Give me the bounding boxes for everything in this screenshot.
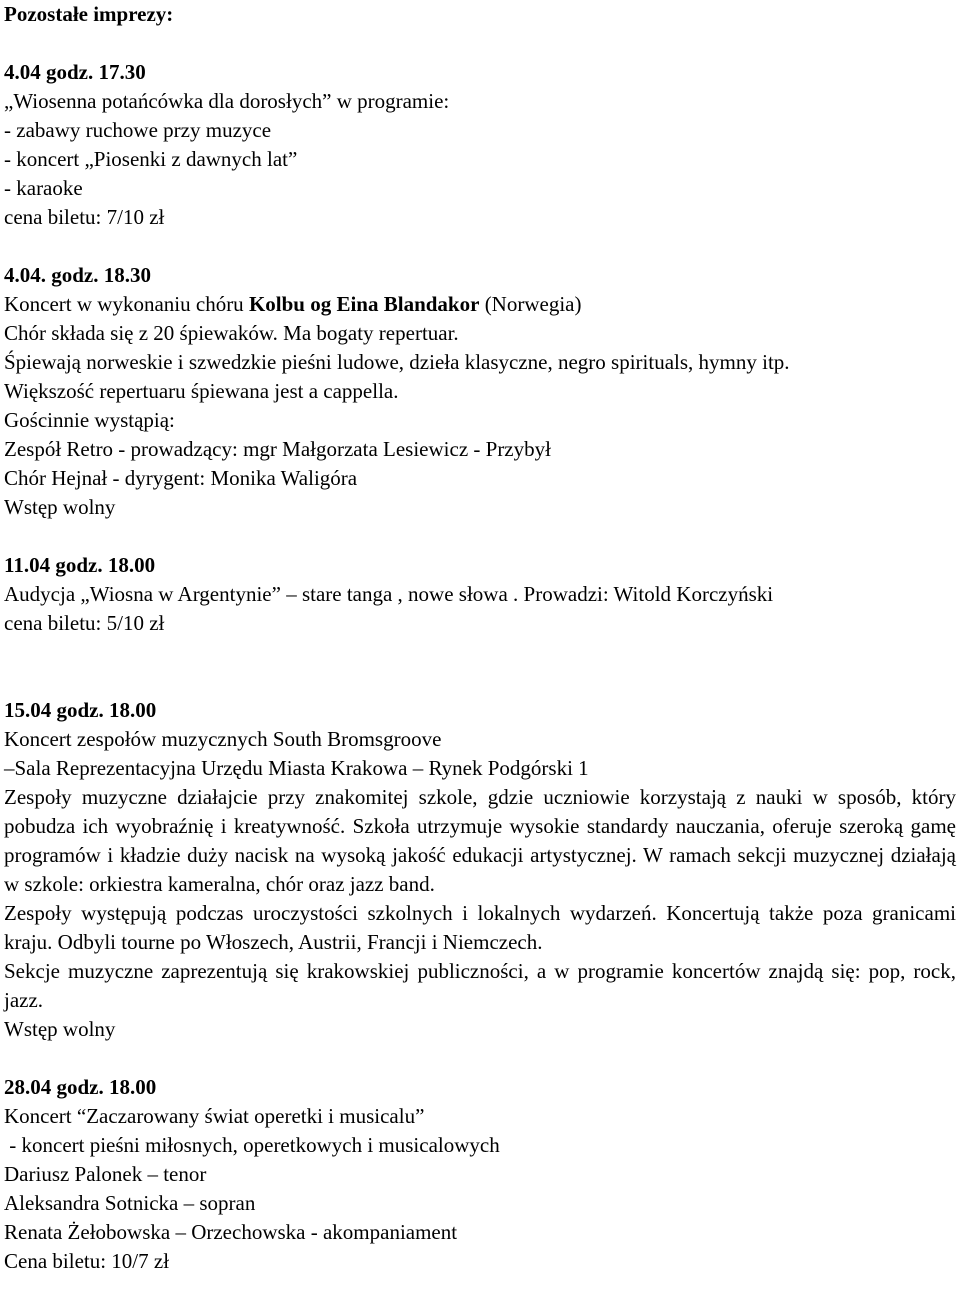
- description-line: Większość repertuaru śpiewana jest a cappella.: [4, 379, 399, 403]
- program-item: - karaoke: [4, 176, 83, 200]
- program-item: - koncert pieśni miłosnych, operetkowych i musicalowych: [4, 1133, 500, 1157]
- description-paragraph: Sekcje muzyczne zaprezentują się krakowskiej publiczności, a w programie koncertów znajdą się: pop, rock, jazz.: [4, 959, 956, 1012]
- performer-line: Aleksandra Sotnicka – sopran: [4, 1191, 256, 1215]
- event-title: Koncert w wykonaniu chóru Kolbu og Eina Blandakor (Norwegia): [4, 292, 582, 316]
- entry-info: Wstęp wolny: [4, 495, 116, 519]
- event-venue: –Sala Reprezentacyjna Urzędu Miasta Krakowa – Rynek Podgórski 1: [4, 756, 589, 780]
- document-page: [4, 0, 956, 1276]
- event-date: 4.04. godz. 18.30: [4, 263, 151, 287]
- event-5: [4, 1073, 956, 1276]
- entry-info: Wstęp wolny: [4, 1017, 116, 1041]
- performer-line: Dariusz Palonek – tenor: [4, 1162, 207, 1186]
- ticket-price: Cena biletu: 10/7 zł: [4, 1249, 170, 1273]
- event-title: „Wiosenna potańcówka dla dorosłych” w programie:: [4, 89, 450, 113]
- event-title: Koncert “Zaczarowany świat operetki i musicalu”: [4, 1104, 425, 1128]
- description-paragraph: Zespoły muzyczne działajcie przy znakomitej szkole, gdzie uczniowie korzystają z nauki w sposób, który pobudza ich wyobraźnię i kreatywność. Szkoła utrzymuje wysokie standardy nauczania, oferuje szeroką gamę programów i kładzie duży nacisk na wysoką jakość edukacji artystycznej. W ramach sekcji muzycznej działają w szkole: orkiestra kameralna, chór oraz jazz band.: [4, 785, 956, 896]
- guest-line: Chór Hejnał - dyrygent: Monika Waligóra: [4, 466, 358, 490]
- performer-line: Renata Żełobowska – Orzechowska - akompaniament: [4, 1220, 458, 1244]
- choir-name: Kolbu og Eina Blandakor: [248, 292, 480, 316]
- event-4: [4, 696, 956, 1044]
- description-line: Chór składa się z 20 śpiewaków. Ma bogaty repertuar.: [4, 321, 459, 345]
- program-item: - koncert „Piosenki z dawnych lat”: [4, 147, 298, 171]
- event-date: 15.04 godz. 18.00: [4, 698, 157, 722]
- program-item: - zabawy ruchowe przy muzyce: [4, 118, 272, 142]
- guest-line: Zespół Retro - prowadzący: mgr Małgorzata Lesiewicz - Przybył: [4, 437, 551, 461]
- event-3: [4, 551, 956, 638]
- section-heading: Pozostałe imprezy:: [4, 2, 174, 26]
- guests-label: Gościnnie wystąpią:: [4, 408, 175, 432]
- event-1: [4, 58, 956, 232]
- description-line: Śpiewają norweskie i szwedzkie pieśni ludowe, dzieła klasyczne, negro spirituals, hymny itp.: [4, 350, 790, 374]
- ticket-price: cena biletu: 5/10 zł: [4, 611, 165, 635]
- event-date: 4.04 godz. 17.30: [4, 60, 146, 84]
- event-date: 28.04 godz. 18.00: [4, 1075, 157, 1099]
- ticket-price: cena biletu: 7/10 zł: [4, 205, 165, 229]
- event-2: [4, 261, 956, 522]
- event-title: Audycja „Wiosna w Argentynie” – stare tanga , nowe słowa . Prowadzi: Witold Korczyński: [4, 582, 774, 606]
- description-paragraph: Zespoły występują podczas uroczystości szkolnych i lokalnych wydarzeń. Koncertują także poza granicami kraju. Odbyli tourne po Włoszech, Austrii, Francji i Niemczech.: [4, 901, 956, 954]
- event-date: 11.04 godz. 18.00: [4, 553, 156, 577]
- event-title: Koncert zespołów muzycznych South Bromsgroove: [4, 727, 442, 751]
